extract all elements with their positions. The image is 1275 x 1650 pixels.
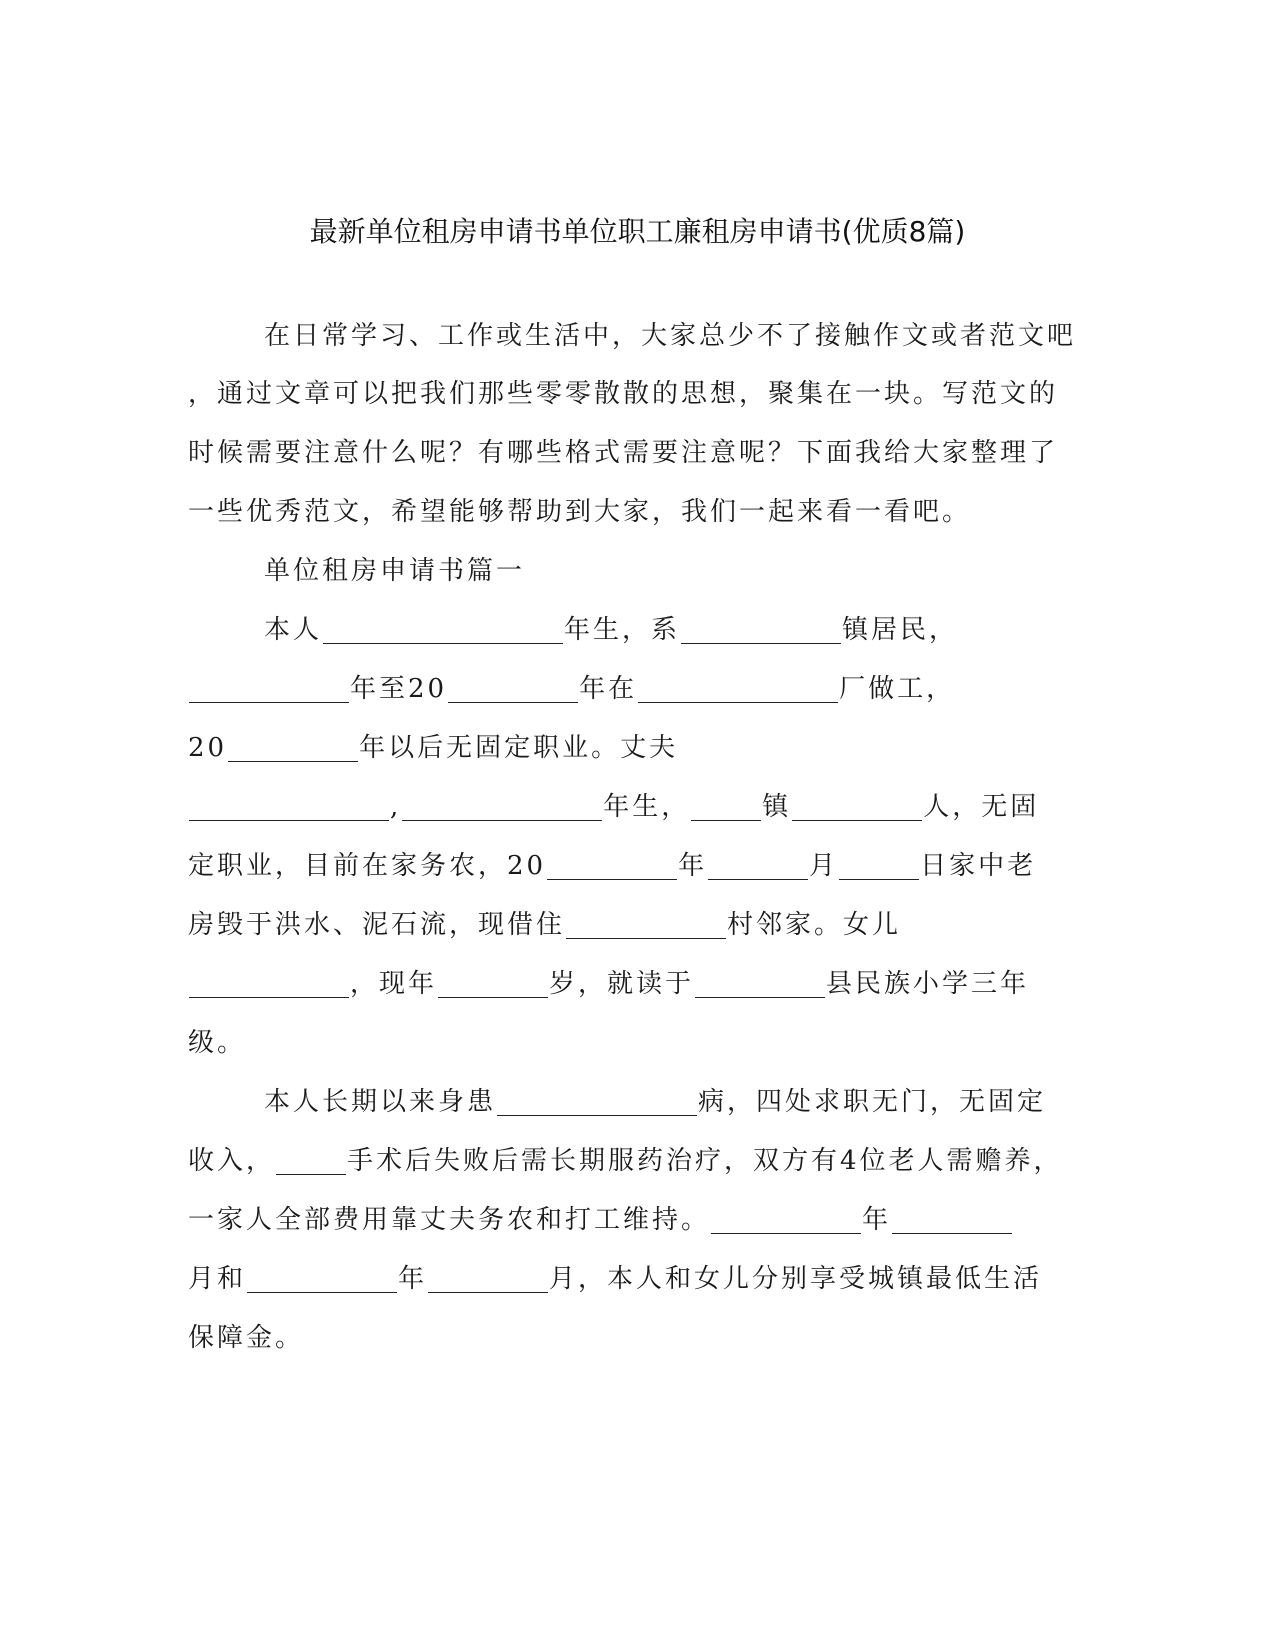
fill-blank[interactable] [691,794,761,821]
paragraph-line [188,671,955,707]
fill-blank[interactable] [189,794,389,821]
text-run: 月 [809,851,839,881]
intro-line: 在日常学习、工作或生活中，大家总少不了接触作文或者范文吧 [264,321,1077,351]
text-run: 20 [188,733,228,763]
fill-blank[interactable] [438,971,548,998]
fill-blank[interactable] [681,617,841,644]
fill-blank[interactable] [839,853,919,880]
text-run: 年 [678,851,708,881]
intro-line: 时候需要注意什么呢？有哪些格式需要注意呢？下面我给大家整理了 [188,438,1059,468]
text-run: 手术后失败后需长期服药治疗，双方有4位老人需赡养， [347,1146,1063,1176]
fill-blank[interactable] [247,1266,397,1293]
text-run: 镇居民， [842,615,959,645]
fill-blank[interactable] [402,794,602,821]
text-run: 人，无固 [923,792,1040,822]
fill-blank[interactable] [892,1207,1012,1234]
text-run: 一家人全部费用靠丈夫务农和打工维持。 [188,1205,711,1235]
text-run: 日家中老 [920,851,1037,881]
text-run: 收入， [188,1146,276,1176]
fill-blank[interactable] [566,912,726,939]
paragraph-line [188,1261,1042,1297]
fill-blank[interactable] [547,853,677,880]
paragraph-line [188,730,678,766]
fill-blank[interactable] [276,1148,346,1175]
paragraph-line: 级。 [188,1028,247,1058]
text-run: ，现年 [350,969,438,999]
fill-blank[interactable] [323,617,563,644]
paragraph-line [188,789,1039,825]
paragraph-line [264,612,958,648]
text-run: 年 [862,1205,892,1235]
fill-blank[interactable] [695,971,825,998]
paragraph-line [188,848,1036,884]
text-run: 县民族小学三年 [826,969,1030,999]
intro-line: 一些优秀范文，希望能够帮助到大家，我们一起来看一看吧。 [188,497,972,527]
text-run: 房毁于洪水、泥石流，现借住 [188,910,566,940]
text-run: 镇 [762,792,792,822]
paragraph-line [188,966,1029,1002]
fill-blank[interactable] [638,676,838,703]
text-run: 年在 [579,674,638,704]
text-run: , [390,792,402,822]
text-run: 本人 [264,615,323,645]
text-run: 年生， [603,792,691,822]
text-run: 月和 [188,1264,247,1294]
fill-blank[interactable] [708,853,808,880]
paragraph-line [188,907,901,943]
text-run: 病，四处求职无门，无固定 [698,1087,1047,1117]
text-run: 厂做工， [839,674,956,704]
paragraph-line [188,1202,1013,1238]
fill-blank[interactable] [497,1089,697,1116]
fill-blank[interactable] [711,1207,861,1234]
fill-blank[interactable] [428,1266,548,1293]
intro-line: ，通过文章可以把我们那些零零散散的思想，聚集在一块。写范文的 [188,379,1059,409]
document-title: 最新单位租房申请书单位职工廉租房申请书(优质8篇) [309,215,966,248]
text-run: 年以后无固定职业。丈夫 [359,733,679,763]
fill-blank[interactable] [189,676,349,703]
text-run: 年至20 [350,674,448,704]
text-run: 定职业，目前在家务农，20 [188,851,547,881]
text-run: 月，本人和女儿分别享受城镇最低生活 [549,1264,1043,1294]
fill-blank[interactable] [228,735,358,762]
text-run: 岁，就读于 [549,969,695,999]
paragraph-line: 保障金。 [188,1323,305,1353]
fill-blank[interactable] [792,794,922,821]
fill-blank[interactable] [448,676,578,703]
paragraph-line [264,1084,1046,1120]
text-run: 本人长期以来身患 [264,1087,497,1117]
text-run: 村邻家。女儿 [727,910,902,940]
text-run: 年 [398,1264,428,1294]
section-heading: 单位租房申请书篇一 [264,556,526,586]
fill-blank[interactable] [189,971,349,998]
text-run: 年生，系 [564,615,681,645]
paragraph-line [188,1143,1063,1179]
